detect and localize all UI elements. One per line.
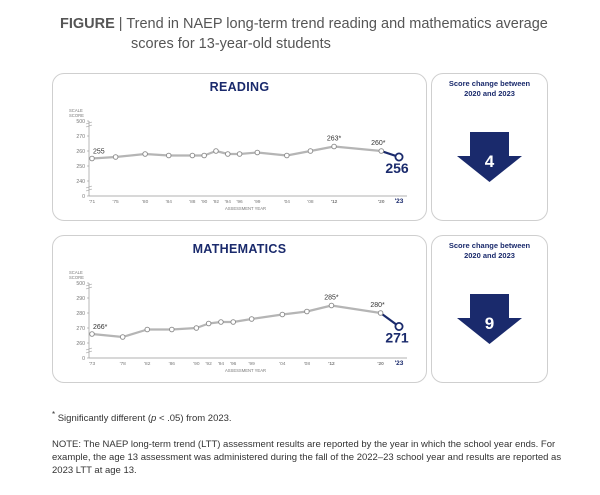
math-data-point [280,312,285,317]
math-data-point [145,327,150,332]
reading-ylabel-line1: SCALE [69,108,83,113]
reading-change-box [431,73,548,221]
math-x-tick-label: '92 [205,362,212,367]
reading-ylabel-line2: SCORE [69,113,84,118]
math-data-point [231,320,236,325]
reading-x-tick-label: '96 [236,200,243,205]
reading-y-tick-label: 250 [76,163,85,170]
reading-data-point [113,155,118,160]
reading-data-point [237,152,242,157]
reading-x-tick-label: '99 [254,200,261,205]
reading-data-label: 256 [385,160,409,176]
math-data-point [206,321,211,326]
math-x-tick-label: '08 [303,362,311,367]
reading-x-tick-label: '88 [189,200,196,205]
math-data-label: 266* [93,324,108,331]
math-data-point [378,311,383,316]
math-x-tick-label: '90 [193,362,200,367]
math-y-tick-label: 280 [76,310,85,317]
math-x-tick-label: '12 [328,362,335,367]
reading-x-tick-label: '23 [394,198,404,205]
reading-data-point [225,152,230,157]
math-data-label: 285* [324,294,339,302]
mathematics-score-change: 9 [484,314,495,333]
reading-data-label: 263* [326,135,342,143]
reading-x-tick-label: '92 [212,200,220,205]
mathematics-panel [52,235,427,383]
math-data-point [90,332,95,337]
math-xlabel: ASSESSMENT YEAR [224,368,267,373]
reading-data-point [166,153,171,158]
reading-x-tick-label: '08 [307,200,314,205]
math-x-tick-label: '04 [279,362,286,367]
math-ylabel-line1: SCALE [69,270,83,275]
math-ylabel-line2: SCORE [69,275,84,280]
note-text: NOTE: The NAEP long-term trend (LTT) assessment results are reported by the year in which the school year ends. For example, the age 13 assessment was administered during the fall of the 2022–23 school year and results are reported as 2023 LTT at age 13. [52,439,562,476]
math-data-point [170,327,175,332]
figure-title-line1: Trend in NAEP long-term trend reading and mathematics average [126,16,548,32]
math-data-point [329,303,334,308]
reading-score-change: 4 [484,152,495,171]
reading-change-heading: Score change between 2020 and 2023 [448,79,531,98]
reading-y-tick-label: 0 [82,193,85,200]
reading-data-point [190,153,195,158]
significance-footnote [52,410,232,424]
reading-x-tick-label: '84 [165,200,172,205]
reading-data-point [202,153,207,158]
figure-title [60,14,560,54]
reading-y-tick-label: 270 [76,133,85,140]
math-data-point [194,326,199,331]
reading-data-point [214,149,219,154]
math-x-tick-label: '82 [144,362,151,367]
reading-x-tick-label: '90 [201,200,208,205]
reading-y-tick-label: 260 [76,148,85,155]
math-data-label: 271 [385,329,409,346]
reading-x-tick-label: '20 [378,200,385,205]
math-data-point [305,309,310,314]
math-x-tick-label: '86 [168,362,175,367]
reading-x-tick-label: '94 [224,200,231,205]
reading-change-graphic [432,74,547,220]
reading-panel [52,73,427,221]
math-x-tick-label: '23 [394,360,404,367]
math-y-tick-label: 290 [76,295,85,302]
figure-lead: FIGURE [60,16,115,32]
reading-chart [53,74,426,220]
reading-y-tick-label: 240 [76,178,85,185]
figure-title-line2: scores for 13-year-old students [131,36,331,52]
reading-xlabel: ASSESSMENT YEAR [224,206,267,211]
reading-chart-title: READING [209,80,270,94]
reading-data-point [379,149,384,154]
reading-data-label: 255 [93,148,105,156]
math-x-tick-label: '20 [377,362,384,367]
math-data-point [120,335,125,340]
math-data-point [249,317,254,322]
mathematics-change-graphic [432,236,547,382]
math-y-tick-label: 0 [82,355,85,362]
footnote-text-a: Significantly different ( [55,413,152,425]
reading-data-point [332,144,337,149]
math-x-tick-label: '94 [217,362,225,367]
reading-x-tick-label: '04 [283,200,290,205]
math-y-tick-label: 270 [76,325,85,332]
reading-data-label: 260* [371,140,386,147]
math-series-line [92,306,381,338]
math-data-label: 280* [370,302,385,309]
math-x-tick-label: '78 [119,362,126,367]
footnote-mark: * [52,410,56,419]
reading-series-line [92,147,381,159]
mathematics-change-heading: Score change between 2020 and 2023 [448,241,531,260]
reading-x-tick-label: '75 [112,200,119,205]
reading-data-point [90,156,95,161]
reading-data-point [143,152,148,157]
reading-data-point [255,150,260,155]
reading-y-tick-label: 500 [76,118,85,125]
mathematics-chart [53,236,426,382]
reading-data-point [308,149,313,154]
figure-separator: | [114,16,127,32]
math-x-tick-label: '99 [248,362,255,367]
reading-x-tick-label: '71 [88,200,96,205]
math-y-tick-label: 500 [76,280,85,287]
math-x-tick-label: '96 [230,362,237,367]
footnote-text-b: < .05) from 2023. [156,413,232,425]
reading-x-tick-label: '12 [330,200,338,205]
math-y-tick-label: 260 [76,340,85,347]
math-x-tick-label: '73 [88,362,96,367]
mathematics-chart-title: MATHEMATICS [192,242,287,256]
footnote-p: p [151,413,157,425]
math-data-point [219,320,224,325]
reading-data-point [285,153,290,158]
reading-x-tick-label: '80 [142,200,149,205]
mathematics-change-box [431,235,548,383]
